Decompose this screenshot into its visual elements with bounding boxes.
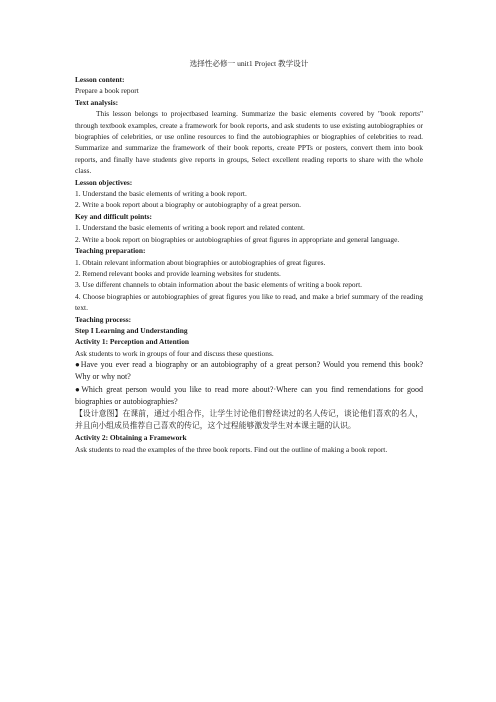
objective-item: 1. Understand the basic elements of writing a book report. — [75, 189, 247, 199]
document-title: 选择性必修一 unit1 Project 教学设计 — [189, 59, 309, 68]
preparation-item: 3. Use different channels to obtain information about the basic elements of writing a book report. — [75, 280, 362, 290]
discussion-question: ●Have you ever read a biography or an autobiography of a great person? Would you remend this book? Why or why not? — [75, 360, 423, 382]
lesson-objectives-heading: Lesson objectives: — [75, 177, 133, 187]
text-analysis-paragraph: This lesson belongs to projectbased learning. Summarize the basic elements covered by "book reports" through textbook examples, create a framework for book reports, and ask students to use existing autobiographies or biographies of celebrities, or use online resources to find the autobiographies or biographies of celebrities to read. Summarize and summarize the framework of their book reports, create PPTs or posters, convert them into book reports, and finally have students give reports in groups, Select excellent reading reports to share with the whole class. — [75, 109, 423, 176]
preparation-item: 4. Choose biographies or autobiographies of great figures you like to read, and make a brief summary of the reading text. — [75, 291, 423, 313]
preparation-item: 2. Remend relevant books and provide learning websites for students. — [75, 268, 281, 278]
objective-item: 2. Write a book report about a biography or autobiography of a great person. — [75, 200, 301, 210]
discussion-question: ●Which great person would you like to read more about?·Where can you find remendations for good biographies or autobiographies? — [75, 384, 423, 406]
text-analysis-heading: Text analysis: — [75, 97, 119, 107]
teaching-process-heading: Teaching process: — [75, 314, 132, 324]
lesson-content-heading: Lesson content: — [75, 75, 125, 84]
document-page — [75, 58, 423, 455]
preparation-item: 1. Obtain relevant information about biographies or autobiographies of great figures. — [75, 257, 326, 267]
activity-heading: Activity 2: Obtaining a Framework — [75, 433, 187, 443]
activity-text: Ask students to read the examples of the three book reports. Find out the outline of making a book report. — [75, 444, 388, 454]
lesson-content-text: Prepare a book report — [75, 86, 139, 96]
step-heading: Step I Learning and Understanding — [75, 325, 188, 335]
key-points-heading: Key and difficult points: — [75, 211, 152, 221]
design-intent-note: 【设计意图】在课前，通过小组合作，让学生讨论他们曾经读过的名人传记，谈论他们喜欢的名人，并且向小组成员推荐自己喜欢的传记，这个过程能够激发学生对本课主题的认识。 — [75, 408, 423, 431]
activity-intro: Ask students to work in groups of four and discuss these questions. — [75, 348, 274, 358]
activity-heading: Activity 1: Perception and Attention — [75, 337, 189, 347]
key-point-item: 2. Write a book report on biographies or autobiographies of great figures in appropriate and general language. — [75, 234, 400, 244]
key-point-item: 1. Understand the basic elements of writing a book report and related content. — [75, 223, 305, 233]
teaching-preparation-heading: Teaching preparation: — [75, 246, 146, 256]
